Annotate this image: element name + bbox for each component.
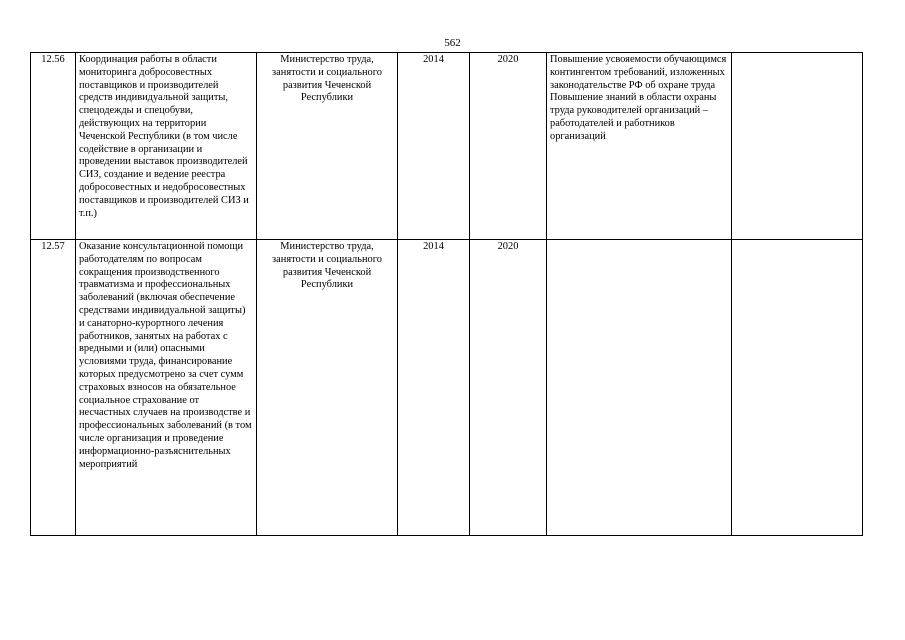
table-row xyxy=(31,240,863,536)
measures-table xyxy=(30,52,863,536)
table-row xyxy=(31,53,863,240)
end-year-cell: 2020 xyxy=(470,53,547,240)
start-year-cell: 2014 xyxy=(398,53,470,240)
start-year-cell: 2014 xyxy=(398,240,470,536)
item-number-cell: 12.56 xyxy=(31,53,76,240)
executor-cell: Министерство труда, занятости и социального развития Чеченской Республики xyxy=(257,240,398,536)
extra-cell xyxy=(732,240,863,536)
executor-cell: Министерство труда, занятости и социального развития Чеченской Республики xyxy=(257,53,398,240)
item-number-cell: 12.57 xyxy=(31,240,76,536)
expected-result-cell xyxy=(547,240,732,536)
expected-result-cell: Повышение усвояемости обучающимся контингентом требований, изложенных законодательстве РФ об охране труда Повышение знаний в области охраны труда руководителей организаций – работодателей и работников организаций xyxy=(547,53,732,240)
end-year-cell: 2020 xyxy=(470,240,547,536)
page-number: 562 xyxy=(444,37,461,49)
measure-name-cell: Оказание консультационной помощи работодателям по вопросам сокращения производственного травматизма и профессиональных заболеваний (включая обеспечение средствами индивидуальной защиты) и санаторно-курортного лечения работников, занятых на работах с вредными и (или) опасными условиями труда, финансирование которых предусмотрено за счет сумм страховых взносов на обязательное социальное страхование от несчастных случаев на производстве и профессиональных заболеваний (в том числе организация и проведение информационно-разъяснительных мероприятий xyxy=(76,240,257,536)
measure-name-cell: Координация работы в области мониторинга добросовестных поставщиков и производителей средств индивидуальной защиты, спецодежды и спецобуви, действующих на территории Чеченской Республики (в том числе содействие в организации и проведении выставок производителей СИЗ, создание и ведение реестра добросовестных и недобросовестных поставщиков и производителей СИЗ и т.п.) xyxy=(76,53,257,240)
extra-cell xyxy=(732,53,863,240)
